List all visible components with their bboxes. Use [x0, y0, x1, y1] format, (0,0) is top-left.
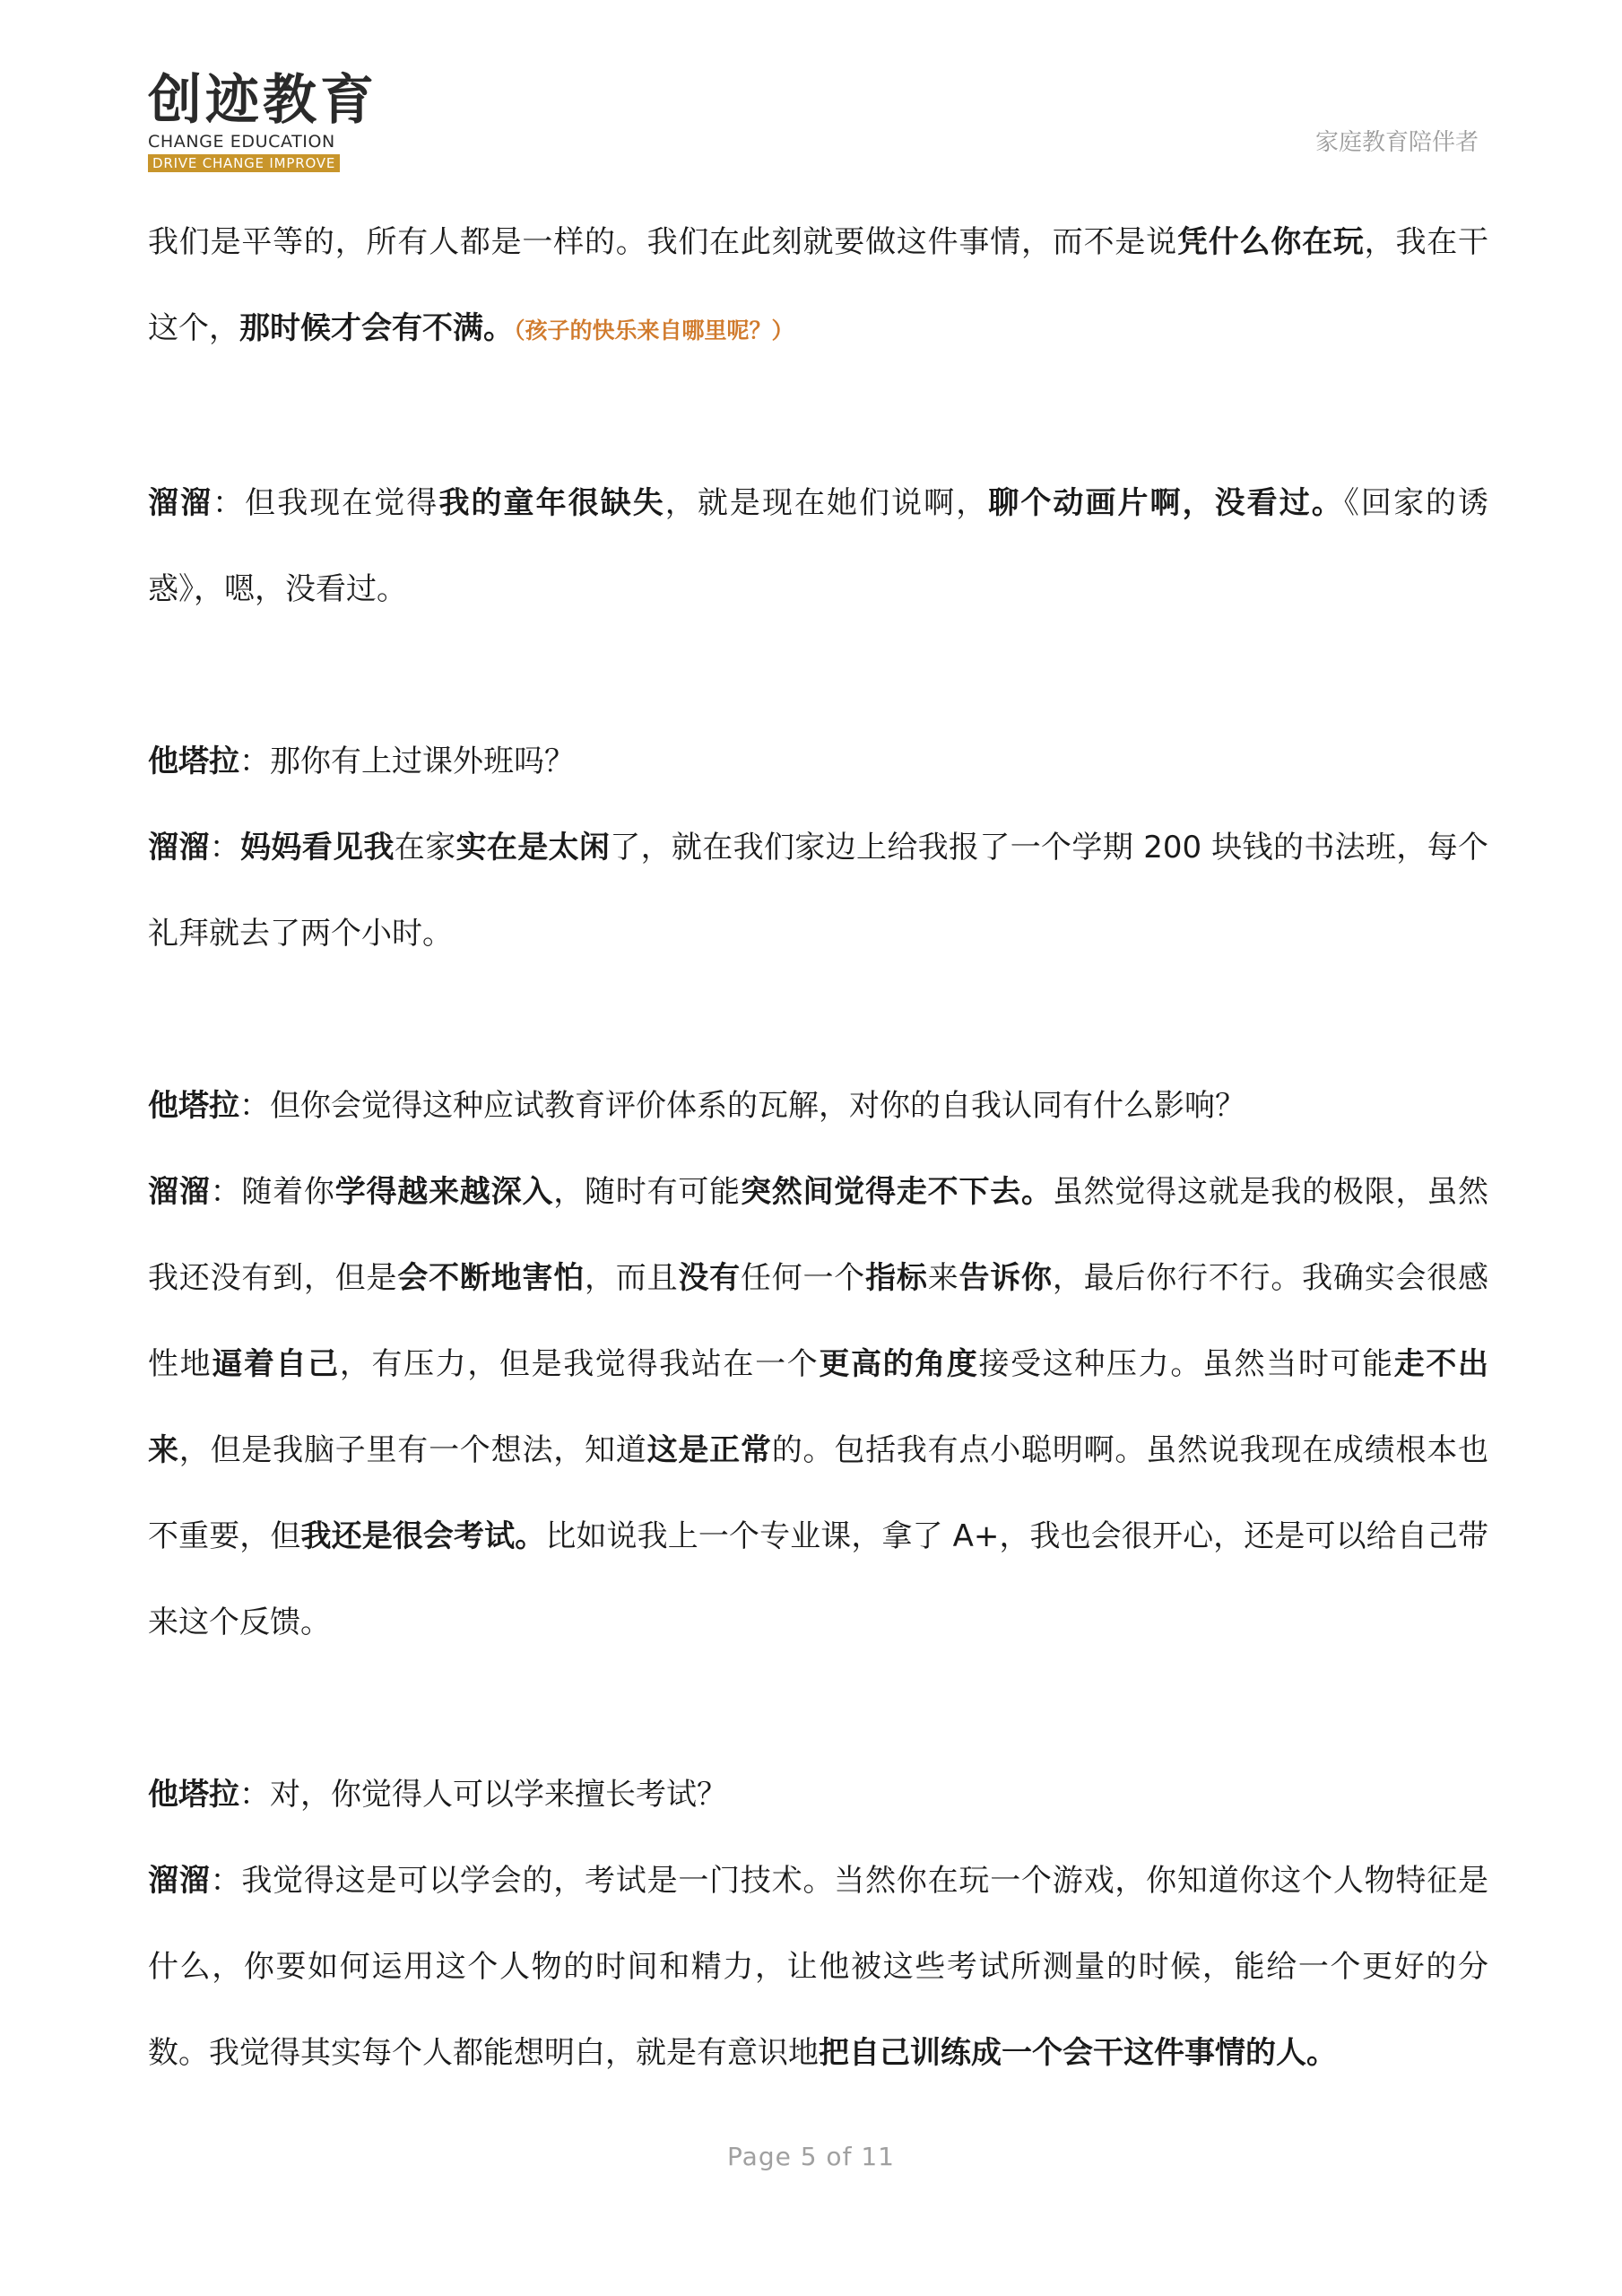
bold-text: 更高的角度 — [819, 1346, 979, 1382]
bold-text: 把自己训练成一个会干这件事情的人。 — [819, 2035, 1337, 2071]
text-run: ，最后你行不行。我确实会很感性地 — [148, 1260, 1489, 1382]
paragraph — [148, 1752, 1488, 1838]
bold-text: 告诉你 — [958, 1260, 1053, 1296]
text-run: ：我觉得这是可以学会的，考试是一门技术。当然你在玩一个游戏，你知道你这个人物特征是什么，你要如何运用这个人物的时间和精力，让他被这些考试所测量的时候，能给一个更好的分数。我觉得其实每个人都能想明白，就是有意识地 — [148, 1863, 1489, 2071]
logo-subtitle: CHANGE EDUCATION — [148, 132, 335, 152]
bold-text: 凭什么你在玩 — [1176, 224, 1365, 260]
bold-text: 这是正常 — [646, 1432, 772, 1468]
text-run: ：那你有上过课外班吗？ — [239, 744, 575, 779]
text-run: ，而且 — [585, 1260, 679, 1296]
speaker-label: 溜溜 — [148, 830, 210, 865]
speaker-label: 他塔拉 — [148, 1777, 239, 1813]
bold-text: 没有 — [678, 1260, 741, 1296]
paragraph — [148, 804, 1488, 977]
text-run: ，有压力，但是我觉得我站在一个 — [339, 1346, 820, 1382]
text-run: ：但我现在觉得 — [213, 485, 439, 521]
company-logo — [148, 69, 377, 172]
page-number: Page 5 of 11 — [727, 2142, 895, 2171]
bold-text: 走不出来 — [148, 1346, 1489, 1468]
logo-slogan-bar: DRIVE CHANGE IMPROVE — [148, 154, 340, 172]
paragraph — [148, 1063, 1488, 1149]
text-run: 《回家的诱惑》，嗯，没看过。 — [148, 485, 1489, 607]
text-run: 的。包括我有点小聪明啊。虽然说我现在成绩根本也不重要，但 — [148, 1432, 1489, 1554]
page-header — [0, 0, 1622, 179]
text-run: 我们是平等的，所有人都是一样的。我们在此刻就要做这件事情，而不是说 — [148, 224, 1177, 260]
bold-text: 实在是太闲 — [455, 830, 611, 865]
text-run: 任何一个 — [740, 1260, 866, 1296]
text-run: ：但你会觉得这种应试教育评价体系的瓦解，对你的自我认同有什么影响？ — [239, 1088, 1245, 1124]
editor-note: （孩子的快乐来自哪里呢？） — [514, 317, 794, 344]
bold-text: 我的童年很缺失 — [438, 485, 665, 521]
bold-text: 逼着自己 — [212, 1346, 340, 1382]
paragraph — [148, 718, 1488, 804]
text-run: 接受这种压力。虽然当时可能 — [978, 1346, 1394, 1382]
header-tagline: 家庭教育陪伴者 — [1314, 129, 1479, 156]
paragraph — [148, 1838, 1488, 2096]
text-run: 来 — [927, 1260, 959, 1296]
bold-text: 聊个动画片啊，没看过。 — [988, 485, 1344, 521]
text-run: ，随时有可能 — [553, 1174, 741, 1210]
speaker-label: 他塔拉 — [148, 1088, 239, 1124]
text-run: 在家 — [394, 830, 456, 865]
speaker-label: 溜溜 — [148, 1174, 211, 1210]
text-run: ：随着你 — [210, 1174, 335, 1210]
text-run: ：对，你觉得人可以学来擅长考试？ — [239, 1777, 727, 1813]
paragraph — [148, 460, 1488, 632]
bold-text: 妈妈看见我 — [240, 830, 395, 865]
bold-text: 学得越来越深入 — [334, 1174, 554, 1210]
text-run: 了，就在我们家边上给我报了一个学期 200 块钱的书法班，每个礼拜就去了两个小时。 — [148, 830, 1489, 952]
bold-text: 会不断地害怕 — [397, 1260, 585, 1296]
speaker-label: 溜溜 — [148, 485, 213, 521]
text-run: 虽然觉得这就是我的极限，虽然我还没有到，但是 — [148, 1174, 1489, 1296]
bold-text: 那时候才会有不满。 — [239, 310, 514, 346]
document-body — [148, 199, 1488, 2096]
paragraph — [148, 199, 1488, 374]
speaker-label: 他塔拉 — [148, 744, 239, 779]
text-run: 比如说我上一个专业课，拿了 A+，我也会很开心，还是可以给自己带来这个反馈。 — [148, 1518, 1488, 1640]
bold-text: 我还是很会考试。 — [300, 1518, 546, 1554]
bold-text: 指标 — [865, 1260, 928, 1296]
text-run: ，就是现在她们说啊， — [664, 485, 989, 521]
text-run: ，但是我脑子里有一个想法，知道 — [178, 1432, 647, 1468]
bold-text: 突然间觉得走不下去。 — [740, 1174, 1053, 1210]
logo-title: 创迹教育 — [148, 69, 377, 132]
paragraph — [148, 1149, 1488, 1665]
speaker-label: 溜溜 — [148, 1863, 211, 1899]
text-run: ： — [209, 830, 241, 865]
text-run: ，我在干这个， — [148, 224, 1489, 346]
